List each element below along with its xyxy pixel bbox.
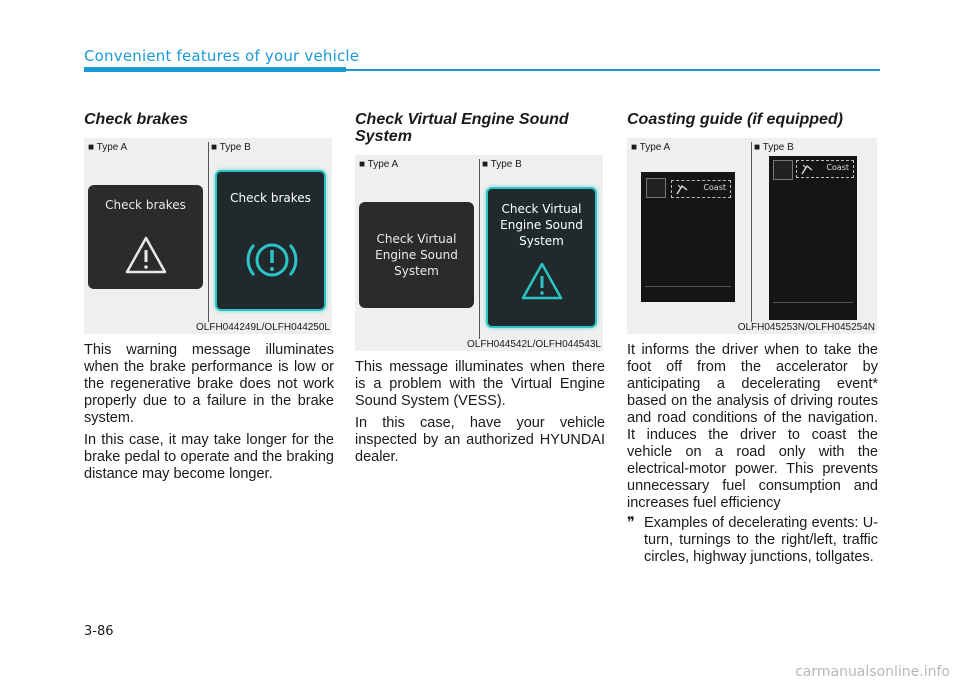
check-vess-figure — [355, 155, 603, 351]
panel-b-text: Check brakes — [230, 191, 311, 205]
check-brakes-title: Check brakes — [84, 111, 189, 128]
coast-indicator-box — [773, 160, 793, 180]
figure-code: OLFH044249L/OLFH044250L — [196, 322, 330, 333]
paragraph: It informs the driver when to take the foot off from the accelerator by anticipating a decelerating event* based on the analysis of driving routes and road conditions of the navigation. It induces the driver to coast the vehicle on a road only with the electrical-motor power. This prevents unnecessary fuel consumption and increases fuel efficiency — [627, 342, 878, 511]
section-header-title: Convenient features of your vehicle — [84, 47, 360, 65]
coasting-guide-title: Coasting guide (if equipped) — [627, 111, 843, 128]
figure-divider — [751, 142, 752, 322]
figure-divider — [479, 159, 480, 339]
page-number: 3-86 — [84, 624, 114, 639]
coasting-guide-body — [627, 342, 878, 517]
panel-b-line: Check Virtual — [501, 202, 582, 216]
watermark: carmanualsonline.info — [795, 664, 950, 680]
check-vess-panel-b — [486, 187, 597, 328]
check-vess-panel-a — [359, 202, 474, 308]
coast-indicator-box — [646, 178, 666, 198]
check-brakes-panel-b — [215, 170, 326, 311]
figure-code: OLFH045253N/OLFH045254N — [737, 322, 875, 333]
screen-rule — [773, 302, 853, 303]
paragraph: This message illuminates when there is a problem with the Virtual Engine Sound System (VESS). — [355, 359, 605, 409]
type-a-label: ■ Type A — [631, 142, 671, 153]
panel-a-line: Engine Sound — [375, 248, 458, 262]
brake-warning-icon — [245, 238, 299, 282]
panel-a-line: Check Virtual — [376, 232, 457, 246]
type-b-label: ■ Type B — [211, 142, 251, 153]
check-vess-title: Check Virtual Engine Sound System — [355, 111, 569, 145]
check-brakes-figure — [84, 138, 332, 334]
foot-off-pedal-icon — [675, 183, 689, 196]
note-mark: ❞ — [627, 515, 635, 531]
coast-screen-a — [641, 172, 735, 302]
coasting-guide-figure — [627, 138, 877, 334]
panel-b-line: System — [519, 234, 564, 248]
check-brakes-panel-a — [88, 185, 203, 289]
coast-badge-a — [671, 180, 731, 198]
warning-triangle-icon — [520, 261, 564, 301]
type-b-label: ■ Type B — [482, 159, 522, 170]
note-text: Examples of decelerating events: U-turn, turnings to the right/left, traffic circles, highway junctions, tollgates. — [644, 515, 878, 565]
figure-divider — [208, 142, 209, 322]
check-brakes-body — [84, 342, 334, 488]
warning-triangle-icon — [124, 235, 168, 275]
panel-a-text: Check brakes — [105, 198, 186, 212]
coast-label: Coast — [703, 183, 726, 192]
check-vess-body — [355, 359, 605, 471]
screen-rule — [645, 286, 731, 287]
decelerating-events-note — [627, 515, 878, 566]
coast-screen-b — [769, 156, 857, 320]
type-a-label: ■ Type A — [359, 159, 399, 170]
paragraph: In this case, have your vehicle inspected by an authorized HYUNDAI dealer. — [355, 415, 605, 465]
header-rule-accent — [84, 67, 346, 72]
paragraph: This warning message illuminates when the brake performance is low or the regenerative brake does not work properly due to a failure in the brake system. — [84, 342, 334, 426]
header-rule — [346, 69, 880, 71]
panel-a-line: System — [394, 264, 439, 278]
panel-b-line: Engine Sound — [500, 218, 583, 232]
foot-off-pedal-icon — [800, 163, 814, 176]
coast-label: Coast — [826, 163, 849, 172]
coast-badge-b — [796, 160, 854, 178]
type-b-label: ■ Type B — [754, 142, 794, 153]
figure-code: OLFH044542L/OLFH044543L — [467, 339, 601, 350]
type-a-label: ■ Type A — [88, 142, 128, 153]
paragraph: In this case, it may take longer for the brake pedal to operate and the braking distance may become longer. — [84, 432, 334, 482]
